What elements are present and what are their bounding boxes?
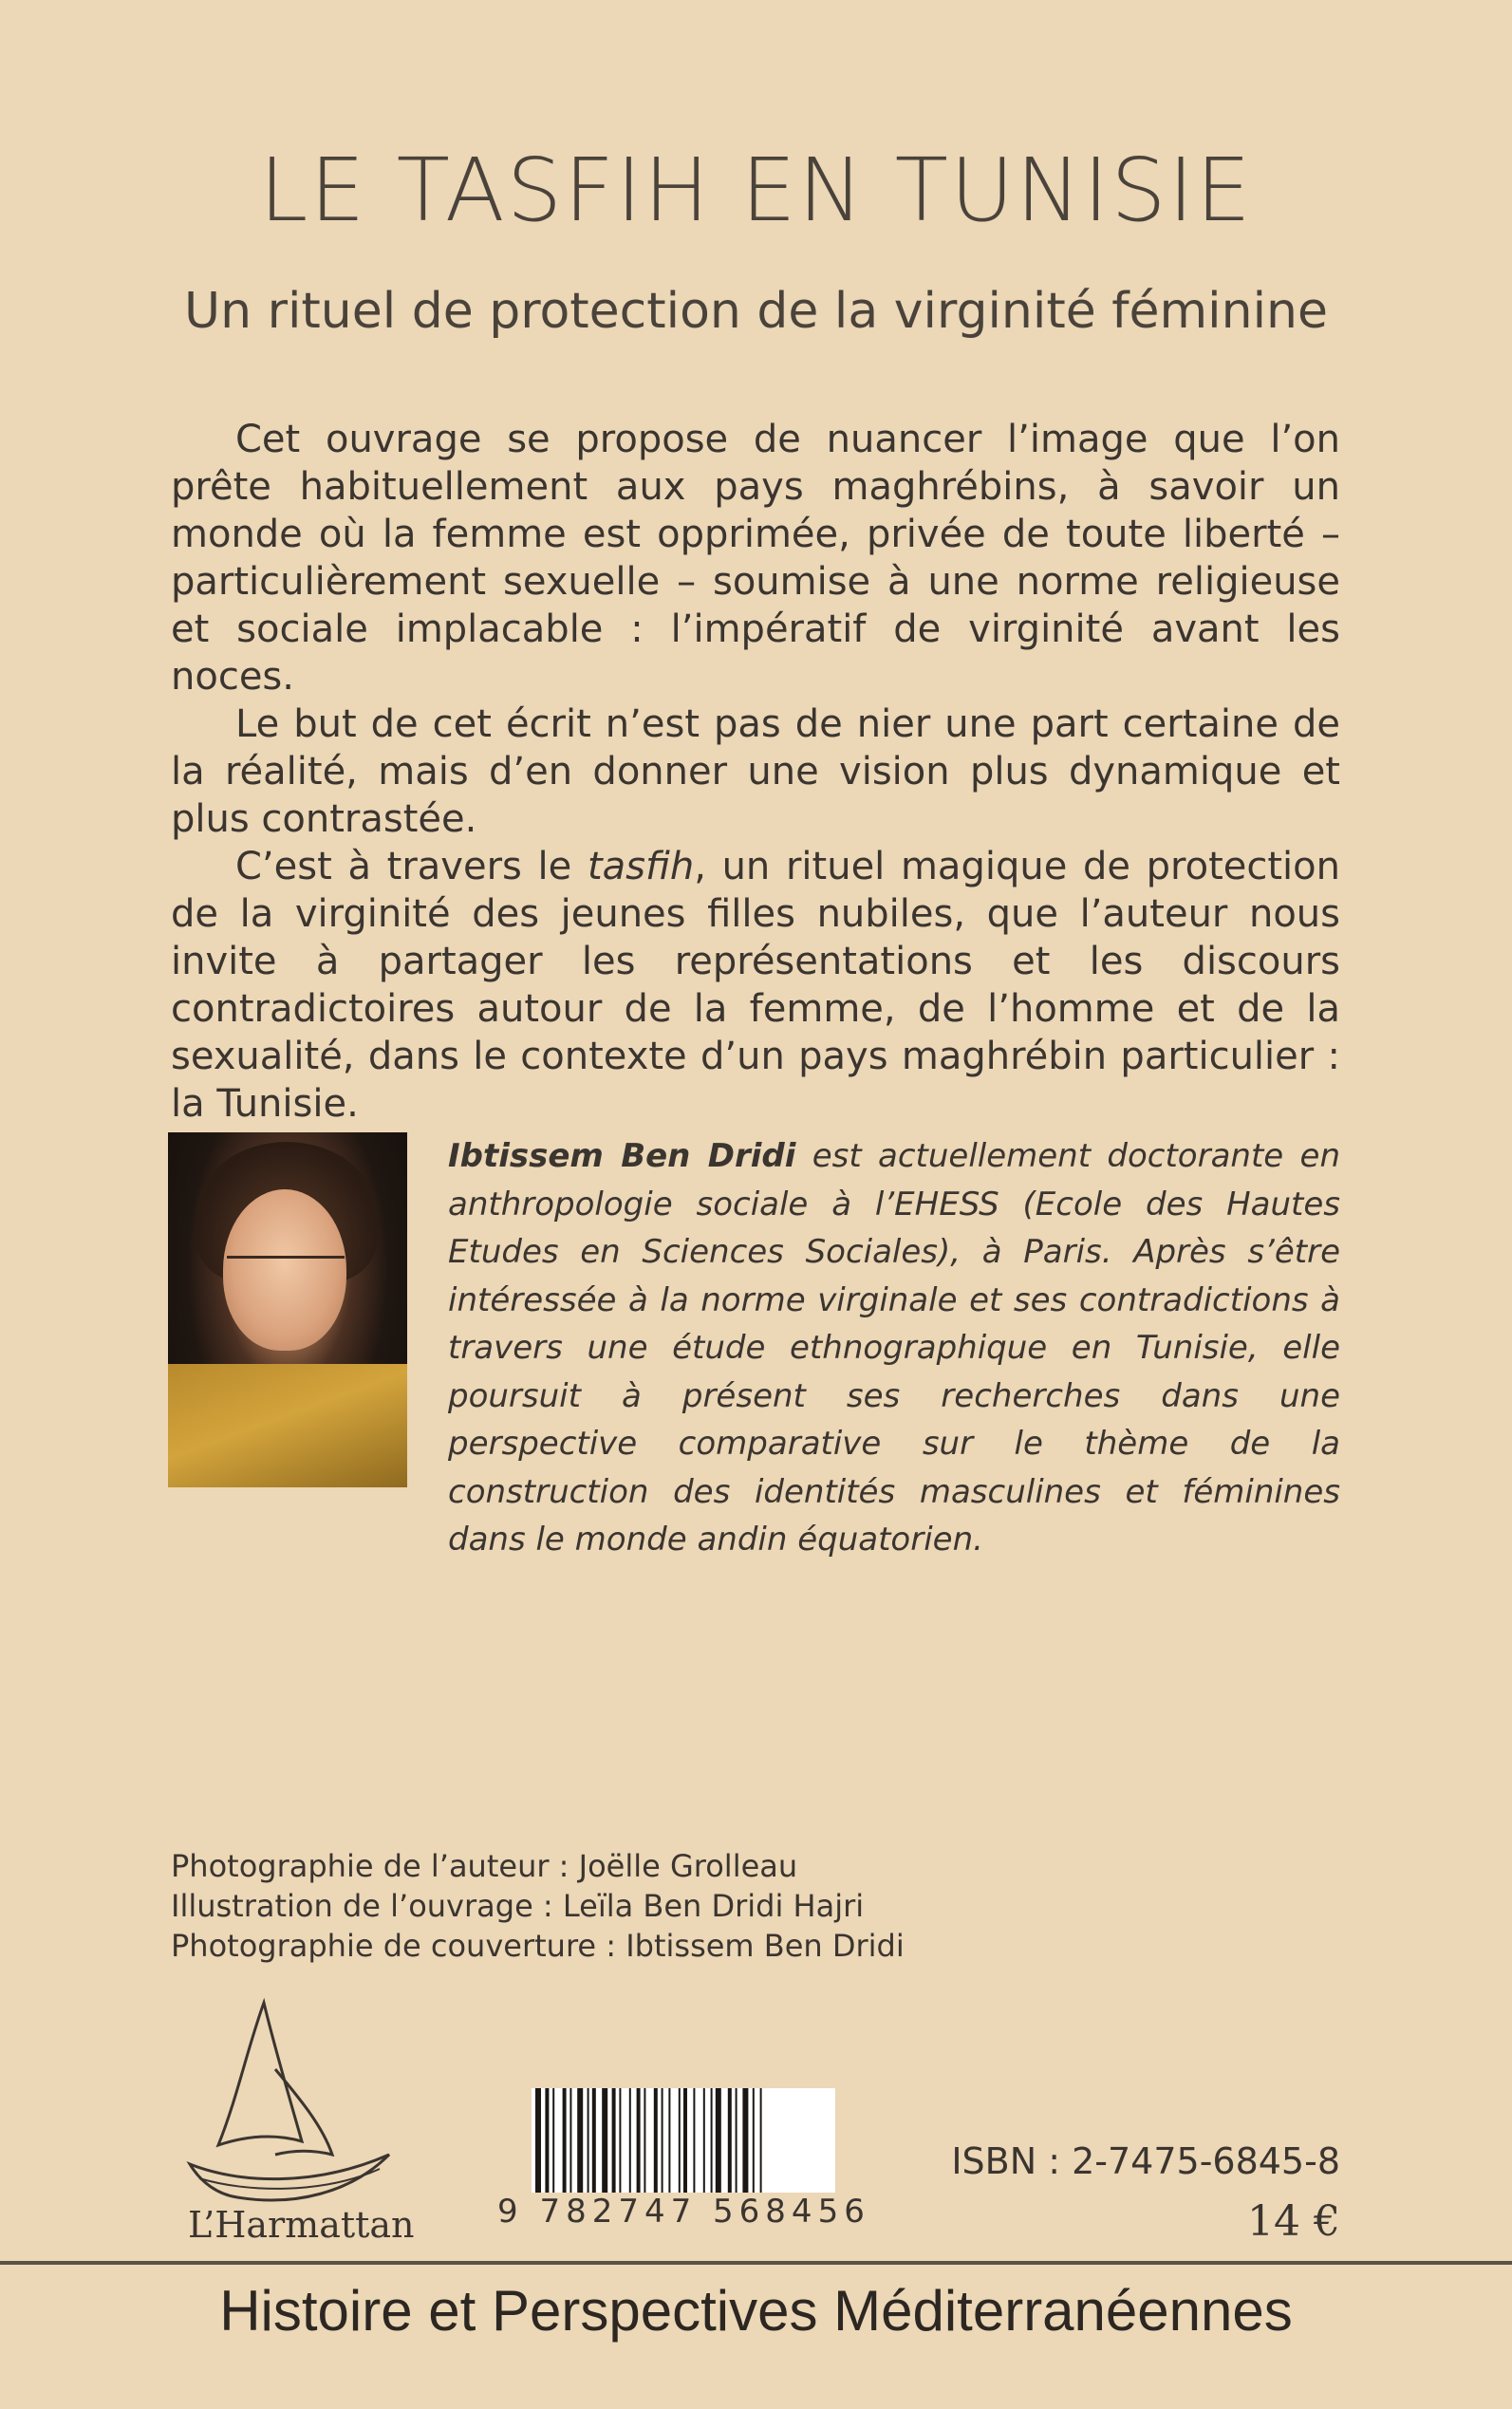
price: 14 € [1247, 2197, 1340, 2246]
author-bio [448, 1132, 1340, 1564]
credits [171, 1846, 905, 1966]
credit-line: Photographie de l’auteur : Joëlle Grolleau [171, 1848, 798, 1884]
credit-line: Photographie de couverture : Ibtissem Ben Dridi [171, 1928, 905, 1964]
blurb-emphasis: tasfih [587, 845, 695, 888]
author-bio-text: est actuellement doctorante en anthropologie sociale à l’EHESS (Ecole des Hautes Etudes en Sciences Sociales), à Paris. Après s’être intéressée à la norme virginale et ses contradictions à travers une étude ethnographique en Tunisie, elle poursuit à présent ses recherches dans une perspective comparative sur le thème de la construction des identités masculines et féminines dans le monde andin équatorien. [448, 1137, 1340, 1559]
barcode-digits: 9 782747 568456 [497, 2193, 870, 2231]
publisher-name: L’Harmattan [188, 2204, 415, 2246]
author-name: Ibtissem Ben Dridi [448, 1137, 796, 1175]
blurb-paragraph: Le but de cet écrit n’est pas de nier une part certaine de la réalité, mais d’en donner une vision plus dynamique et plus contrastée. [171, 702, 1340, 841]
back-cover-blurb [171, 416, 1340, 1128]
divider [0, 2261, 1512, 2265]
blurb-text: , un rituel magique de protection de la virginité des jeunes filles nubiles, que l’auteur nous invite à partager les représentations et les discours contradictoires autour de la femme, de l’homme et de la sexualité, dans le contexte d’un pays maghrébin particulier : la Tunisie. [171, 845, 1340, 1126]
book-title: LE TASFIH EN TUNISIE [259, 140, 1253, 241]
book-subtitle: Un rituel de protection de la virginité féminine [184, 283, 1328, 340]
blurb-text: C’est à travers le [235, 845, 588, 888]
blurb-paragraph [171, 843, 1340, 1128]
isbn: ISBN : 2-7475-6845-8 [951, 2140, 1340, 2182]
collection-name: Histoire et Perspectives Méditerranéennes [219, 2279, 1293, 2343]
author-photo [168, 1132, 407, 1487]
publisher-logo-icon [180, 1993, 427, 2240]
barcode-icon [532, 2088, 835, 2193]
credit-line: Illustration de l’ouvrage : Leïla Ben Dridi Hajri [171, 1888, 865, 1924]
blurb-paragraph: Cet ouvrage se propose de nuancer l’image que l’on prête habituellement aux pays maghrébins, à savoir un monde où la femme est opprimée, privée de toute liberté – particulièrement sexuelle – soumise à une norme religieuse et sociale implacable : l’impératif de virginité avant les noces. [171, 418, 1340, 699]
